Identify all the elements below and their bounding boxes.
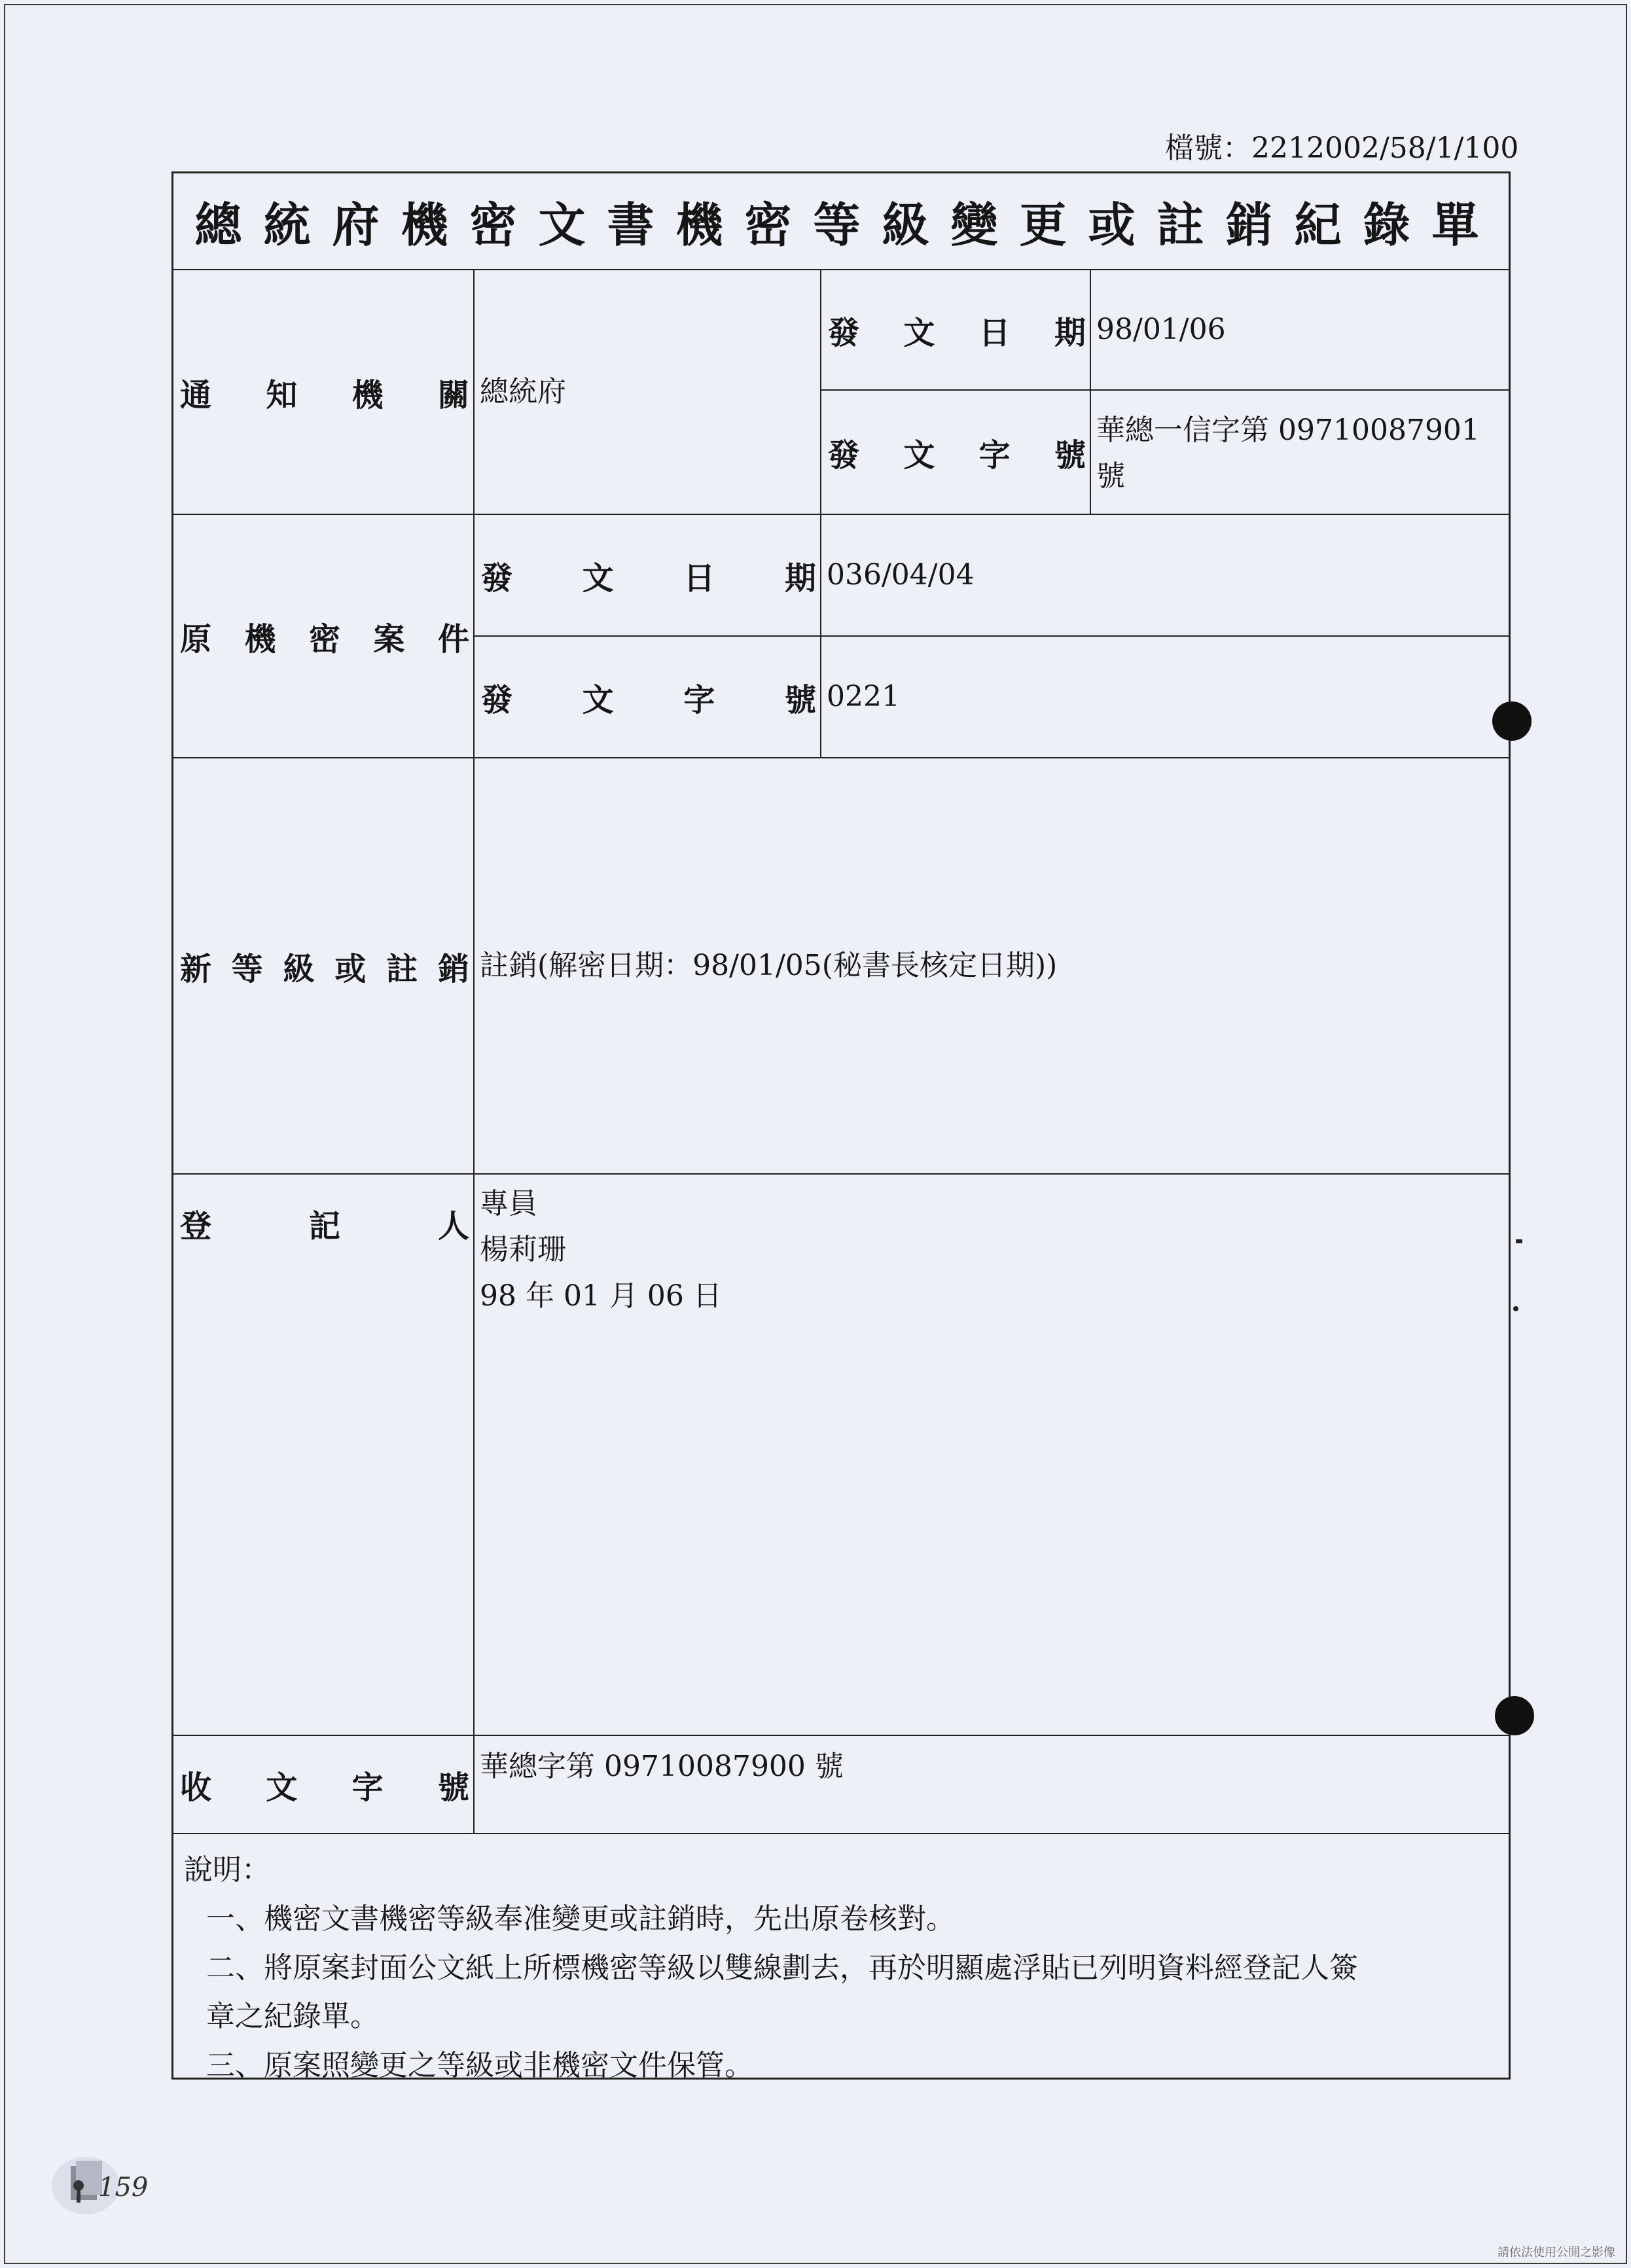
form-title: 總統府機密文書機密等級變更或註銷紀錄單 <box>173 173 1509 270</box>
note-item-2: 二、將原案封面公文紙上所標機密等級以雙線劃去，再於明顯處浮貼已列明資料經登記人簽 <box>206 1951 1358 1985</box>
registrar-label: 登 記 人 <box>173 1175 475 1736</box>
original-send-date-value: 036/04/04 <box>821 515 1509 637</box>
notes-section <box>173 1834 1509 2083</box>
original-send-number-value: 0221 <box>821 637 1509 758</box>
new-level-label: 新 等 級 或 註 銷 <box>173 758 475 1175</box>
registrar-title: 專員 <box>480 1187 537 1220</box>
notify-agency-value: 總統府 <box>475 270 821 515</box>
notify-send-date-value: 98/01/06 <box>1091 270 1509 391</box>
new-level-value: 註銷(解密日期：98/01/05(秘書長核定日期)) <box>475 758 1509 1175</box>
note-item-2-continued: 章之紀錄單。 <box>206 2000 379 2034</box>
notify-send-date-label: 發 文 日 期 <box>821 270 1091 391</box>
notify-send-number-label: 發 文 字 號 <box>821 391 1091 515</box>
file-number: 檔號：2212002/58/1/100 <box>1165 132 1519 165</box>
original-send-number-label: 發 文 字 號 <box>475 637 821 758</box>
registrar-date: 98 年 01 月 06 日 <box>480 1279 722 1313</box>
notes-heading: 說明： <box>184 1853 270 1887</box>
receipt-number-label: 收 文 字 號 <box>173 1736 475 1834</box>
note-item-1: 一、機密文書機密等級奉准變更或註銷時，先出原卷核對。 <box>206 1902 955 1936</box>
record-form <box>171 171 1511 2083</box>
footer-watermark: 請依法使用公開之影像 <box>1497 2246 1615 2259</box>
original-case-label: 原 機 密 案 件 <box>173 515 475 758</box>
scan-speck <box>1513 1306 1518 1311</box>
scan-speck <box>1516 1239 1522 1243</box>
page-number: 159 <box>98 2172 149 2203</box>
receipt-number-value: 華總字第 09710087900 號 <box>475 1736 1509 1834</box>
notify-agency-label: 通 知 機 關 <box>173 270 475 515</box>
note-item-3: 三、原案照變更之等級或非機密文件保管。 <box>206 2049 753 2083</box>
registrar-value <box>475 1175 1509 1736</box>
registrar-name: 楊莉珊 <box>480 1233 566 1267</box>
original-send-date-label: 發 文 日 期 <box>475 515 821 637</box>
binder-hole-bottom <box>1495 1696 1534 1735</box>
notify-send-number-value: 華總一信字第 09710087901 號 <box>1091 391 1509 515</box>
binder-hole-top <box>1492 701 1532 741</box>
